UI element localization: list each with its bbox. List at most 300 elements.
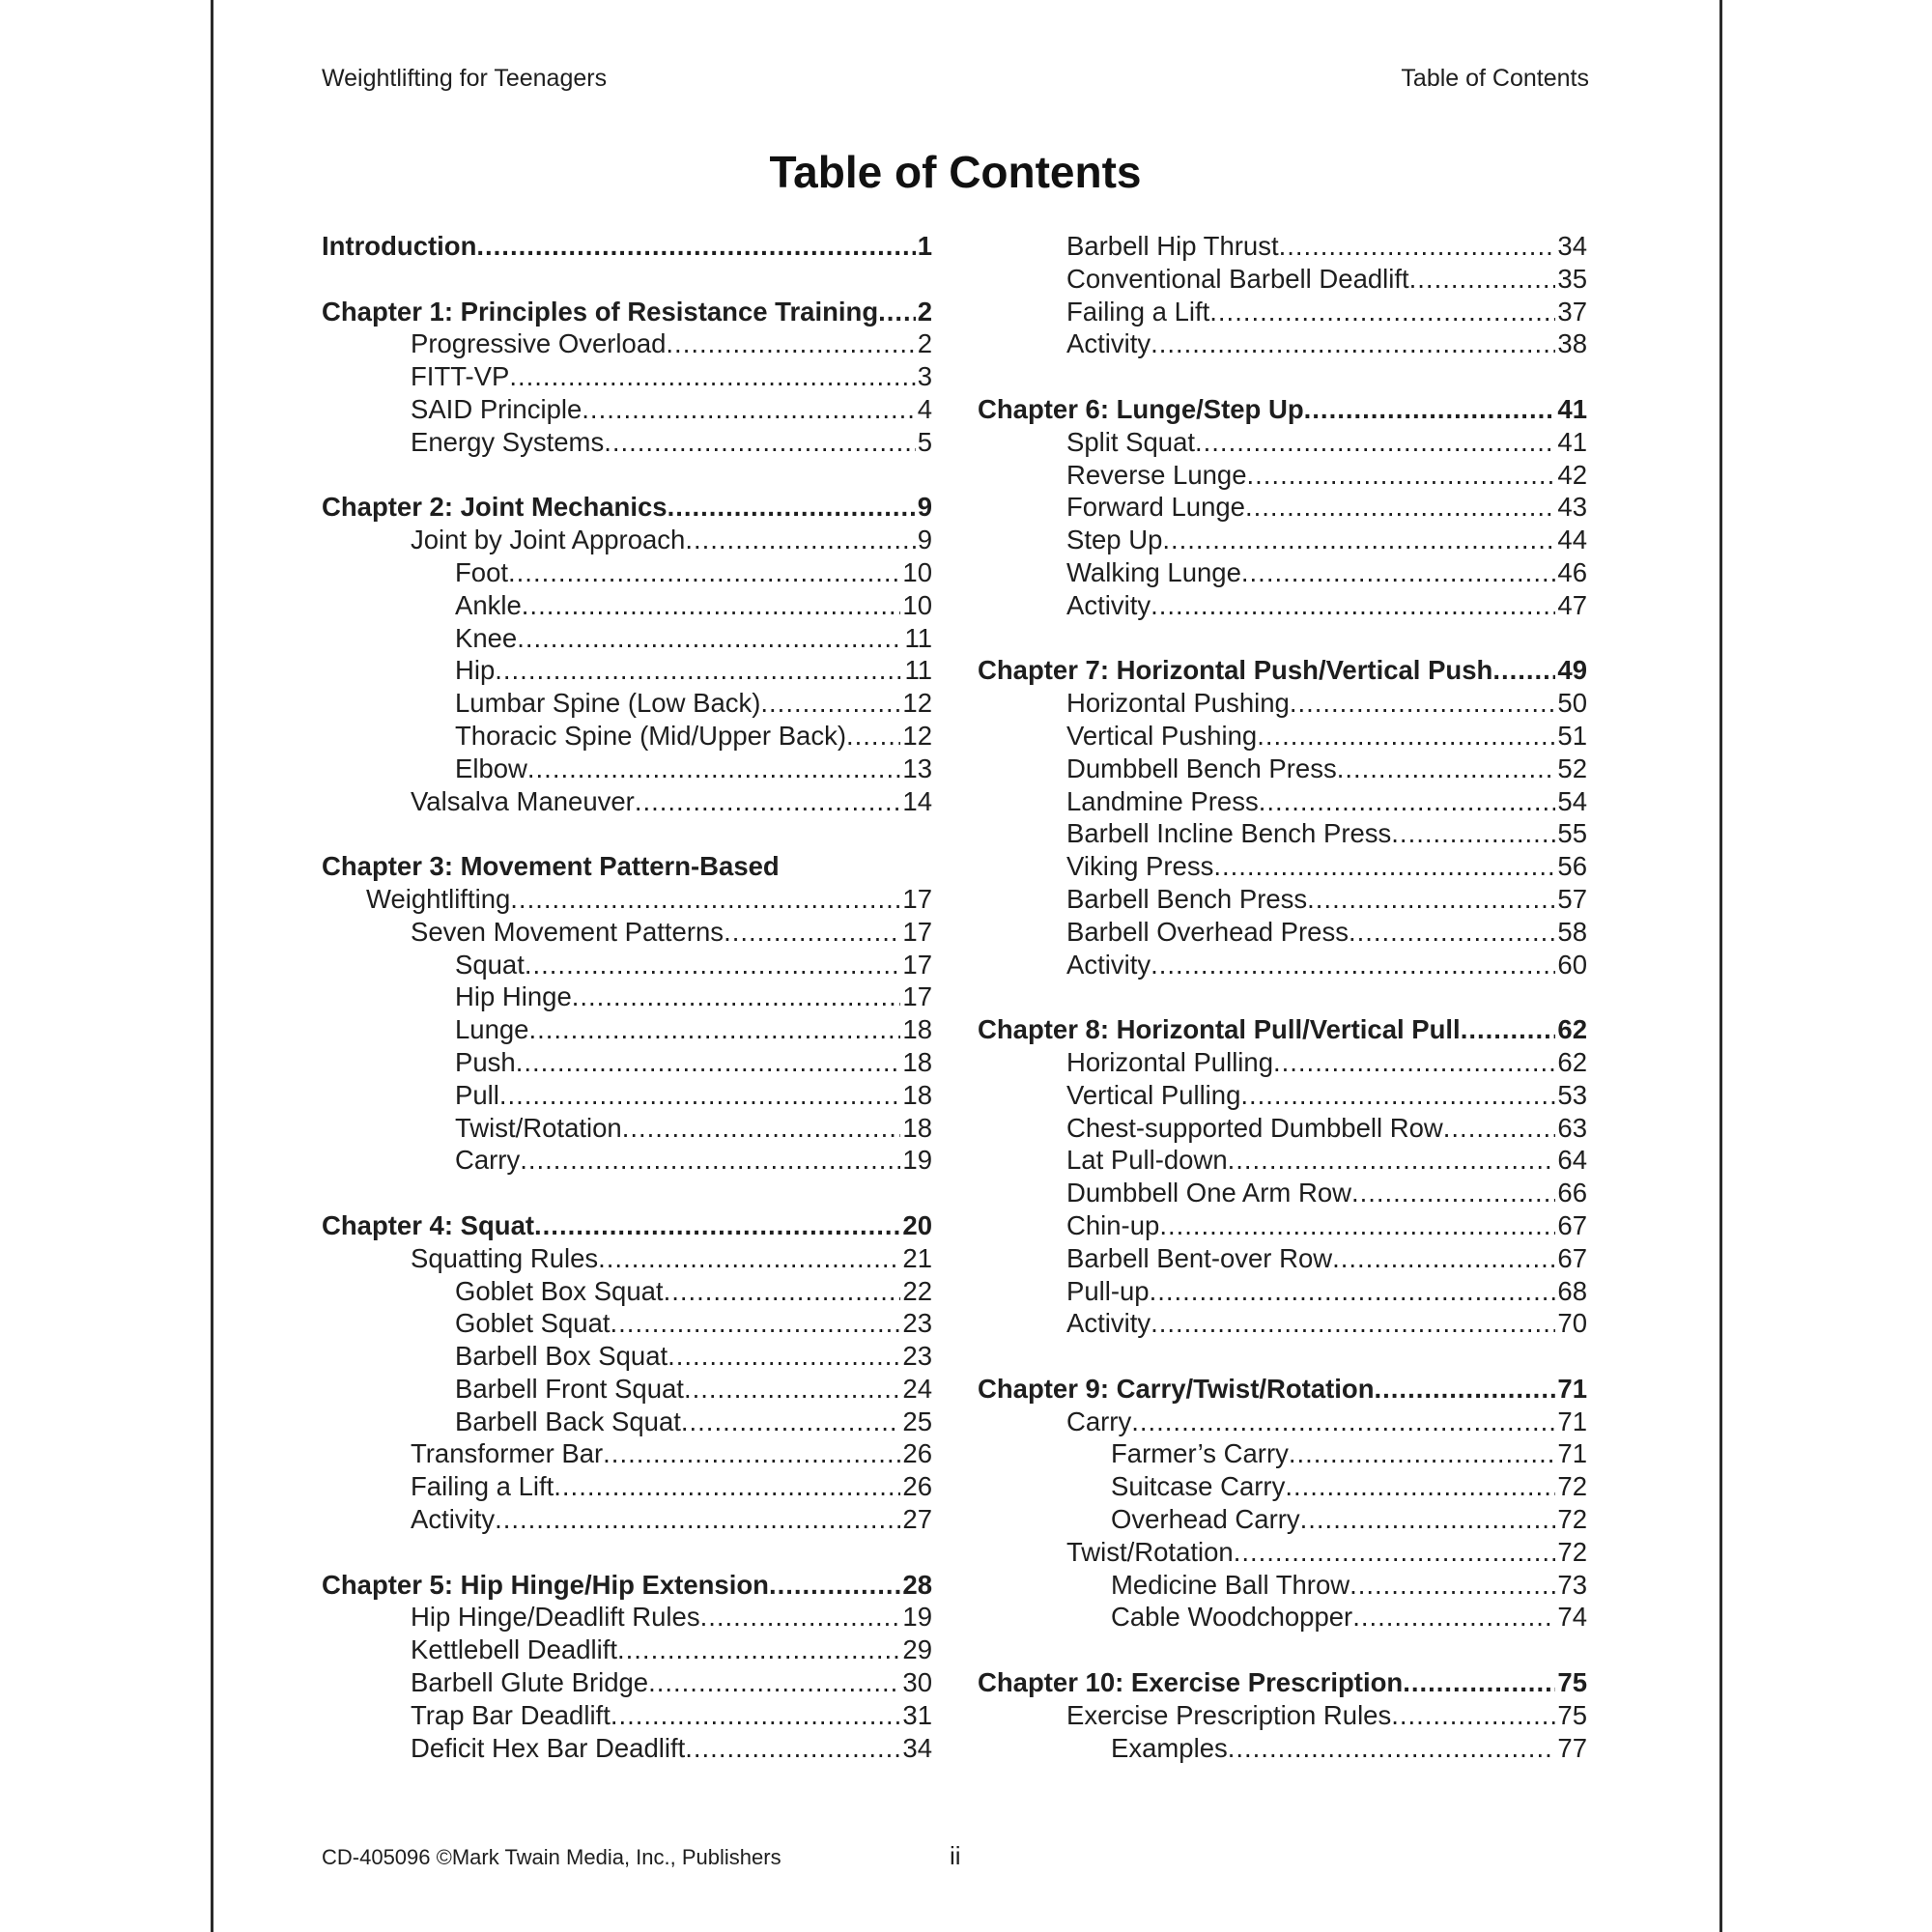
toc-chapter-entry[interactable] [322,1569,932,1602]
toc-entry[interactable] [978,1046,1587,1079]
toc-entry[interactable] [322,1732,932,1765]
toc-entry-label: Barbell Overhead Press [1066,916,1349,947]
dot-leader [1257,720,1555,753]
toc-entry-label: Lumbar Spine (Low Back) [455,688,761,719]
toc-entry-page-number: 75 [1557,1667,1587,1698]
toc-chapter-entry[interactable] [322,296,932,328]
toc-entry-label: Barbell Box Squat [455,1341,668,1372]
toc-entry[interactable] [978,1242,1587,1275]
toc-entry[interactable] [322,1406,932,1438]
toc-entry-label: Chapter 8: Horizontal Pull/Vertical Pull [978,1014,1461,1045]
toc-entry[interactable] [322,1144,932,1177]
dot-leader [617,1634,900,1666]
dot-leader [1247,459,1556,492]
toc-entry[interactable] [322,980,932,1013]
toc-chapter-entry[interactable] [978,1373,1587,1406]
toc-entry-label: Barbell Hip Thrust [1066,231,1279,261]
toc-chapter-entry[interactable] [978,1666,1587,1699]
dot-leader [1241,556,1556,589]
toc-entry-page-number: 46 [1557,556,1587,587]
toc-entry-label: Carry [1066,1406,1132,1436]
toc-entry-label: Energy Systems [411,426,605,457]
toc-entry-page-number: 18 [902,1079,932,1110]
dot-leader [1289,1437,1556,1470]
toc-entry-page-number: 29 [902,1634,932,1665]
dot-leader [684,1373,900,1406]
toc-entry-page-number: 2 [917,296,932,327]
dot-leader [517,622,902,655]
toc-entry-label: Pull [455,1079,499,1110]
dot-leader [1375,1373,1556,1406]
toc-entry-page-number: 18 [902,1014,932,1045]
toc-entry-label: Chapter 2: Joint Mechanics [322,492,668,523]
dot-leader [1409,263,1556,296]
toc-entry-page-number: 23 [902,1341,932,1372]
toc-entry-label: Viking Press [1066,851,1214,882]
toc-entry[interactable] [322,1503,932,1536]
toc-chapter-entry[interactable] [322,491,932,524]
toc-entry[interactable] [978,720,1587,753]
dot-leader [685,524,915,556]
toc-entry[interactable] [322,524,932,556]
toc-entry-label: Barbell Incline Bench Press [1066,818,1392,849]
toc-entry-page-number: 42 [1557,459,1587,490]
dot-leader [1332,1242,1555,1275]
toc-entry[interactable] [978,687,1587,720]
dot-leader [510,883,900,916]
toc-entry-page-number: 38 [1557,328,1587,359]
dot-leader [1461,1013,1556,1046]
toc-entry[interactable] [978,589,1587,622]
toc-entry-page-number: 44 [1557,525,1587,555]
running-head-section-title: Table of Contents [1401,65,1589,92]
toc-entry-page-number: 31 [902,1699,932,1730]
toc-entry[interactable] [978,916,1587,949]
dot-leader [1391,1699,1555,1732]
dot-leader [635,785,901,818]
toc-entry-page-number: 67 [1557,1242,1587,1273]
toc-entry[interactable] [978,230,1587,263]
toc-entry-page-number: 28 [902,1569,932,1600]
dot-leader [1290,687,1556,720]
dot-leader [878,296,916,328]
toc-entry[interactable] [978,883,1587,916]
toc-entry[interactable] [978,949,1587,981]
dot-leader [1304,393,1556,426]
dot-leader [1245,491,1555,524]
dot-leader [1351,1177,1555,1209]
toc-entry-label: Twist/Rotation [1066,1536,1234,1567]
dot-leader [582,393,915,426]
toc-entry[interactable] [978,524,1587,556]
toc-entry-label: Chest-supported Dumbbell Row [1066,1112,1443,1143]
toc-entry-label: Landmine Press [1066,785,1259,816]
dot-leader [516,1046,901,1079]
toc-entry[interactable] [322,360,932,393]
toc-entry-label: Progressive Overload [411,328,667,359]
toc-entry[interactable] [978,1732,1587,1765]
toc-entry-label: Hip Hinge/Deadlift Rules [411,1602,700,1633]
toc-entry[interactable] [322,1601,932,1634]
toc-entry-page-number: 50 [1557,688,1587,719]
toc-entry[interactable] [978,785,1587,818]
dot-leader [664,1275,901,1308]
toc-entry-label: Thoracic Spine (Mid/Upper Back) [455,720,847,751]
running-head-book-title: Weightlifting for Teenagers [322,65,608,92]
dot-leader [622,1112,901,1145]
dot-leader [1349,916,1555,949]
toc-chapter-entry[interactable] [322,850,932,883]
toc-entry-page-number: 71 [1557,1438,1587,1469]
dot-leader [1213,850,1555,883]
toc-entry-page-number: 22 [902,1275,932,1306]
dot-leader [1307,883,1555,916]
toc-entry-label: Chapter 5: Hip Hinge/Hip Extension [322,1569,769,1600]
toc-chapter-entry[interactable] [322,1209,932,1242]
toc-entry-page-number: 34 [902,1732,932,1763]
dot-leader [603,1437,900,1470]
toc-entry[interactable] [322,1340,932,1373]
toc-entry[interactable] [322,753,932,785]
dot-leader [760,687,900,720]
page-title: Table of Contents [769,147,1142,197]
toc-entry-label: Overhead Carry [1111,1504,1300,1535]
dot-leader [666,327,915,360]
dot-leader [1492,654,1555,687]
toc-entry-page-number: 52 [1557,753,1587,783]
toc-entry-page-number: 72 [1557,1471,1587,1502]
toc-entry-label: Goblet Box Squat [455,1275,664,1306]
dot-leader [604,426,915,459]
toc-entry-label: Chapter 1: Principles of Resistance Training [322,296,879,327]
toc-entry-page-number: 35 [1557,263,1587,294]
toc-entry-page-number: 74 [1557,1602,1587,1633]
toc-entry-page-number: 77 [1557,1732,1587,1763]
toc-entry-page-number: 47 [1557,589,1587,620]
dot-leader [476,230,915,263]
toc-entry-label: Ankle [455,589,522,620]
toc-entry-page-number: 51 [1557,720,1587,751]
toc-entry[interactable] [322,785,932,818]
dot-leader [1352,1601,1555,1634]
page-border-left [211,0,213,1932]
dot-leader [668,1340,900,1373]
toc-entry-page-number: 19 [902,1145,932,1176]
toc-entry[interactable] [978,327,1587,360]
toc-entry-page-number: 20 [902,1209,932,1240]
toc-entry[interactable] [978,1503,1587,1536]
dot-leader [700,1601,901,1634]
toc-entry-label: Farmer’s Carry [1111,1438,1289,1469]
toc-entry-page-number: 30 [902,1667,932,1698]
toc-entry-label: Dumbbell Bench Press [1066,753,1337,783]
toc-entry-page-number: 43 [1557,492,1587,523]
dot-leader [1285,1470,1555,1503]
toc-entry[interactable] [322,1242,932,1275]
dot-leader [1240,1079,1555,1112]
toc-entry-label: Chapter 7: Horizontal Push/Vertical Push [978,655,1493,686]
toc-right-column [978,230,1587,1764]
toc-entry-label: Hip [455,655,496,686]
dot-leader [499,1079,901,1112]
toc-entry-page-number: 5 [917,426,932,457]
toc-entry-label: Twist/Rotation [455,1112,622,1143]
toc-entry-page-number: 64 [1557,1145,1587,1176]
toc-entry[interactable] [978,1601,1587,1634]
toc-entry-label: Pull-up [1066,1275,1150,1306]
toc-entry-page-number: 13 [902,753,932,783]
dot-leader [1209,296,1555,328]
toc-entry-label: Joint by Joint Approach [411,525,686,555]
dot-leader [1151,589,1555,622]
toc-entry-label: Chapter 9: Carry/Twist/Rotation [978,1373,1375,1404]
toc-entry-label: Foot [455,556,509,587]
dot-leader [1300,1503,1556,1536]
toc-entry-page-number: 17 [902,883,932,914]
toc-entry-page-number: 9 [917,492,932,523]
toc-entry-label: Valsalva Maneuver [411,785,635,816]
toc-entry-label: Chapter 4: Squat [322,1209,535,1240]
toc-entry[interactable] [322,1666,932,1699]
toc-entry[interactable] [978,1079,1587,1112]
toc-entry[interactable] [322,1275,932,1308]
toc-entry-label: Failing a Lift [1066,296,1210,327]
toc-chapter-entry[interactable] [978,654,1587,687]
toc-entry-page-number: 73 [1557,1569,1587,1600]
toc-entry-page-number: 14 [902,785,932,816]
toc-entry-page-number: 55 [1557,818,1587,849]
toc-entry[interactable] [978,1536,1587,1569]
toc-entry[interactable] [978,1112,1587,1145]
toc-entry-page-number: 19 [902,1602,932,1633]
dot-leader [648,1666,900,1699]
toc-entry[interactable] [322,393,932,426]
toc-entry-label: Suitcase Carry [1111,1471,1286,1502]
toc-entry-label: Barbell Glute Bridge [411,1667,649,1698]
toc-entry-label: Exercise Prescription Rules [1066,1699,1392,1730]
toc-entry-page-number: 71 [1557,1373,1587,1404]
toc-entry[interactable] [322,1634,932,1666]
dot-leader [1403,1666,1555,1699]
toc-entry[interactable] [978,491,1587,524]
dot-leader [527,753,901,785]
toc-entry[interactable] [978,1699,1587,1732]
toc-entry-page-number: 18 [902,1046,932,1077]
toc-entry-label: Chin-up [1066,1209,1160,1240]
toc-entry-page-number: 41 [1557,426,1587,457]
dot-leader [528,1013,900,1046]
toc-entry[interactable] [322,720,932,753]
dot-leader [572,980,901,1013]
toc-entry[interactable] [978,556,1587,589]
toc-entry-page-number: 41 [1557,393,1587,424]
toc-entry-page-number: 10 [902,556,932,587]
toc-entry[interactable] [322,327,932,360]
toc-entry[interactable] [978,426,1587,459]
toc-entry[interactable] [322,916,932,949]
dot-leader [1228,1732,1556,1765]
toc-entry-label: Examples [1111,1732,1228,1763]
toc-entry-page-number: 24 [902,1373,932,1404]
toc-entry-page-number: 54 [1557,785,1587,816]
toc-entry-label: Barbell Bench Press [1066,883,1308,914]
toc-chapter-entry[interactable] [978,1013,1587,1046]
toc-entry-label: Activity [1066,328,1151,359]
toc-entry[interactable] [978,1307,1587,1340]
toc-entry-page-number: 34 [1557,231,1587,261]
dot-leader [554,1470,900,1503]
toc-entry[interactable] [978,1406,1587,1438]
toc-entry[interactable] [978,817,1587,850]
toc-entry[interactable] [322,1470,932,1503]
toc-entry-page-number: 68 [1557,1275,1587,1306]
toc-entry[interactable] [978,1275,1587,1308]
toc-entry-label: Step Up [1066,525,1163,555]
toc-entry-label: Introduction [322,231,477,261]
toc-entry-label: Activity [1066,1308,1151,1339]
toc-entry[interactable] [978,1177,1587,1209]
toc-entry[interactable] [322,589,932,622]
dot-leader [681,1406,901,1438]
dot-leader [668,491,916,524]
dot-leader [520,1144,900,1177]
dot-leader [611,1699,901,1732]
toc-entry[interactable] [322,622,932,655]
toc-entry-page-number: 27 [902,1504,932,1535]
toc-entry[interactable] [322,949,932,981]
dot-leader [1151,1307,1555,1340]
toc-entry-label: Elbow [455,753,527,783]
toc-entry[interactable] [322,1112,932,1145]
dot-leader [1195,426,1555,459]
dot-leader [1151,327,1555,360]
toc-entry-page-number: 49 [1557,655,1587,686]
toc-entry[interactable] [322,687,932,720]
toc-entry[interactable] [322,1079,932,1112]
toc-entry[interactable] [978,1144,1587,1177]
toc-entry-label: Weightlifting [366,883,511,914]
toc-entry[interactable] [322,654,932,687]
toc-entry-label: Activity [1066,949,1151,980]
toc-entry[interactable] [322,426,932,459]
toc-entry-label: Squat [455,949,525,980]
dot-leader [1443,1112,1556,1145]
toc-chapter-entry[interactable] [978,393,1587,426]
toc-entry[interactable] [978,1470,1587,1503]
toc-entry[interactable] [978,1569,1587,1602]
dot-leader [534,1209,900,1242]
toc-entry-label: Cable Woodchopper [1111,1602,1353,1633]
toc-chapter-entry[interactable] [322,230,932,263]
toc-entry-label: Deficit Hex Bar Deadlift [411,1732,686,1763]
toc-entry[interactable] [978,850,1587,883]
toc-entry-page-number: 63 [1557,1112,1587,1143]
dot-leader [846,720,900,753]
toc-entry-label: FITT-VP [411,361,510,392]
dot-leader [1150,1275,1556,1308]
toc-entry-page-number: 9 [917,525,932,555]
toc-entry-page-number: 70 [1557,1308,1587,1339]
dot-leader [1259,785,1556,818]
toc-entry-label: Transformer Bar [411,1438,604,1469]
dot-leader [525,949,901,981]
toc-entry-page-number: 26 [902,1438,932,1469]
toc-entry-page-number: 66 [1557,1178,1587,1208]
toc-entry[interactable] [322,1373,932,1406]
toc-entry-label: Trap Bar Deadlift [411,1699,611,1730]
toc-entry-label: Push [455,1046,516,1077]
toc-entry-label: Knee [455,622,518,653]
toc-entry[interactable] [978,1209,1587,1242]
toc-entry-page-number: 53 [1557,1079,1587,1110]
toc-entry-page-number: 57 [1557,883,1587,914]
toc-entry[interactable] [978,1437,1587,1470]
toc-entry-label: Horizontal Pushing [1066,688,1290,719]
toc-entry-page-number: 37 [1557,296,1587,327]
toc-entry-page-number: 3 [917,361,932,392]
toc-entry-page-number: 72 [1557,1536,1587,1567]
toc-entry-label: Medicine Ball Throw [1111,1569,1350,1600]
toc-entry[interactable] [322,1046,932,1079]
footer-publisher: CD-405096 ©Mark Twain Media, Inc., Publishers [322,1845,781,1869]
toc-entry[interactable] [322,1437,932,1470]
toc-entry[interactable] [978,459,1587,492]
dot-leader [495,1503,900,1536]
toc-entry[interactable] [322,1307,932,1340]
dot-leader [509,360,915,393]
toc-entry-label: Seven Movement Patterns [411,916,724,947]
toc-entry[interactable] [978,263,1587,296]
dot-leader [1131,1406,1555,1438]
toc-entry-page-number: 17 [902,981,932,1012]
toc-entry[interactable] [322,883,932,916]
toc-entry-label: Vertical Pulling [1066,1079,1241,1110]
toc-entry-page-number: 25 [902,1406,932,1436]
toc-entry-page-number: 26 [902,1471,932,1502]
toc-entry[interactable] [978,753,1587,785]
toc-entry-page-number: 56 [1557,851,1587,882]
toc-entry-page-number: 62 [1557,1046,1587,1077]
toc-entry-label: SAID Principle [411,393,582,424]
toc-entry-label: Horizontal Pulling [1066,1046,1273,1077]
toc-entry-label: Failing a Lift [411,1471,554,1502]
toc-entry-label: Carry [455,1145,521,1176]
toc-entry-page-number: 17 [902,949,932,980]
toc-entry[interactable] [978,296,1587,328]
toc-entry-label: Hip Hinge [455,981,572,1012]
toc-entry-page-number: 58 [1557,916,1587,947]
toc-entry[interactable] [322,556,932,589]
toc-entry-label: Chapter 3: Movement Pattern-Based [322,851,780,882]
toc-entry-page-number: 18 [902,1112,932,1143]
toc-entry[interactable] [322,1013,932,1046]
dot-leader [1279,230,1556,263]
dot-leader [1159,1209,1555,1242]
toc-entry-label: Barbell Bent-over Row [1066,1242,1333,1273]
toc-entry-page-number: 11 [904,622,932,653]
toc-entry-label: Reverse Lunge [1066,459,1247,490]
toc-entry-page-number: 11 [904,655,932,686]
dot-leader [1151,949,1555,981]
toc-entry-page-number: 17 [902,916,932,947]
dot-leader [1228,1144,1556,1177]
dot-leader [495,654,902,687]
toc-entry-page-number: 4 [917,393,932,424]
toc-entry[interactable] [322,1699,932,1732]
toc-entry-page-number: 10 [902,589,932,620]
toc-entry-label: Conventional Barbell Deadlift [1066,263,1409,294]
toc-entry-page-number: 60 [1557,949,1587,980]
